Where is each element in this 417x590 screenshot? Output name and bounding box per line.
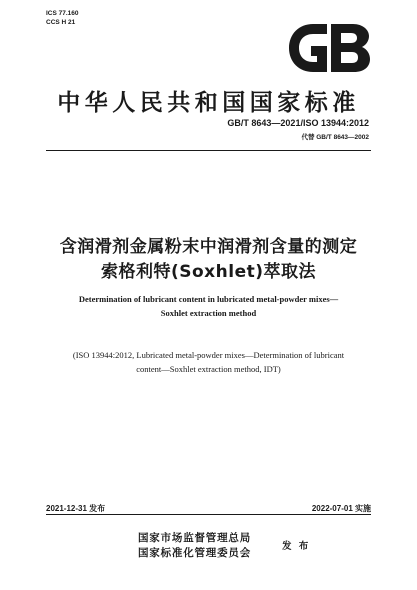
footer-divider [46,514,371,515]
iso-equivalence-line1: (ISO 13944:2012, Lubricated metal-powder mixes—Determination of lubricant [72,350,345,360]
national-standard-title: 中华人民共和国国家标准 [57,89,360,116]
ics-block [46,9,79,27]
issuer-samr: 国家市场监督管理总局 [138,532,251,544]
replaces-note: 代替 GB/T 8643—2002 [301,134,369,141]
english-title-line2: Soxhlet extraction method [160,308,257,318]
chinese-title-line2: 索格利特(Soxhlet)萃取法 [100,262,316,282]
iso-equivalence-line2: content—Soxhlet extraction method, IDT) [136,364,281,374]
chinese-title-line1: 含润滑剂金属粉末中润滑剂含量的测定 [59,237,358,257]
issuer-sac: 国家标准化管理委员会 [138,547,251,559]
implement-date: 2022-07-01 实施 [311,504,371,513]
ics-code: ICS 77.160 [46,10,79,17]
publish-date: 2021-12-31 发布 [46,504,106,513]
gb-logo-icon [287,22,371,74]
header-divider [46,150,371,151]
release-label: 发 布 [282,541,311,552]
english-title-line1: Determination of lubricant content in lubricated metal-powder mixes— [78,294,339,304]
standard-number: GB/T 8643—2021/ISO 13944:2012 [227,118,369,128]
ccs-code: CCS H 21 [46,19,76,26]
